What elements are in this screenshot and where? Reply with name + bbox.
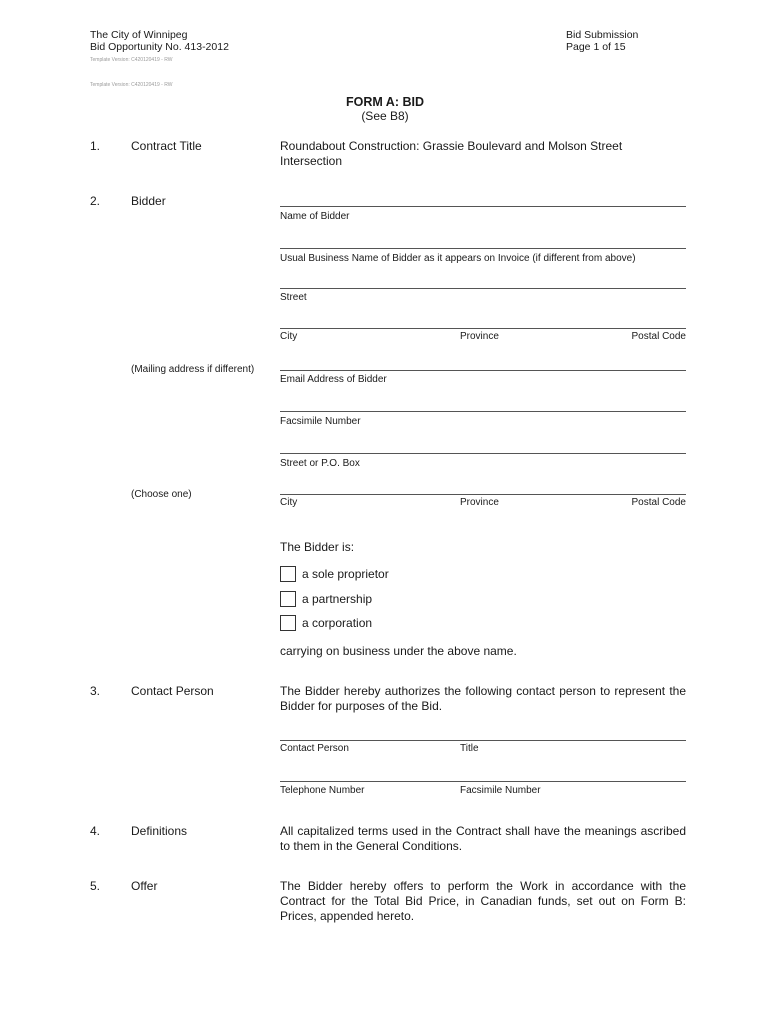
contact-person-text: The Bidder hereby authorizes the following contact person to represent the Bidder for purposes of the Bid. <box>280 684 686 713</box>
section-2-number: 2. <box>90 194 101 208</box>
template-version-1: Template Version: C420120419 - RW <box>90 57 173 63</box>
usual-name-line[interactable] <box>280 248 686 249</box>
section-2-label: Bidder <box>131 194 166 208</box>
mailing-address-note: (Mailing address if different) <box>131 364 255 375</box>
street-line[interactable] <box>280 288 686 289</box>
postal-code-caption: Postal Code <box>631 331 686 342</box>
section-1-label: Contract Title <box>131 139 202 153</box>
section-1-number: 1. <box>90 139 101 153</box>
usual-name-caption: Usual Business Name of Bidder as it appears on Invoice (if different from above) <box>280 253 636 264</box>
form-title: FORM A: BID <box>346 95 424 109</box>
template-version-2: Template Version: C420120419 - RW <box>90 82 173 88</box>
telephone-fax-line[interactable] <box>280 781 686 782</box>
section-3-label: Contact Person <box>131 684 214 698</box>
carrying-on-text: carrying on business under the above name. <box>280 644 517 658</box>
sole-proprietor-checkbox[interactable] <box>280 566 296 582</box>
section-4-label: Definitions <box>131 824 188 838</box>
header-page-number: Page 1 of 15 <box>566 41 626 53</box>
contact-fax-caption: Facsimile Number <box>460 785 541 796</box>
definitions-text: All capitalized terms used in the Contract shall have the meanings ascribed to them in the General Conditions. <box>280 824 686 853</box>
email-caption: Email Address of Bidder <box>280 374 387 385</box>
header-city: The City of Winnipeg <box>90 29 188 41</box>
contact-title-line[interactable] <box>280 740 686 741</box>
title-caption: Title <box>460 743 479 754</box>
contract-title-line2: Intersection <box>280 154 343 168</box>
fax-line[interactable] <box>280 411 686 412</box>
bidder-name-line[interactable] <box>280 206 686 207</box>
city-caption: City <box>280 331 298 342</box>
fax-caption: Facsimile Number <box>280 416 361 427</box>
street-po-line[interactable] <box>280 453 686 454</box>
section-5-number: 5. <box>90 879 101 893</box>
bidder-name-caption: Name of Bidder <box>280 211 350 222</box>
partnership-checkbox[interactable] <box>280 591 296 607</box>
street-caption: Street <box>280 292 307 303</box>
section-5-label: Offer <box>131 879 158 893</box>
city-province-postal-line[interactable] <box>280 328 686 329</box>
city-province-postal-line-2[interactable] <box>280 494 686 495</box>
section-3-number: 3. <box>90 684 101 698</box>
corporation-label: a corporation <box>302 616 373 630</box>
section-4-number: 4. <box>90 824 101 838</box>
postal-code-caption-2: Postal Code <box>631 497 686 508</box>
telephone-caption: Telephone Number <box>280 785 365 796</box>
choose-one-note: (Choose one) <box>131 489 192 500</box>
offer-text: The Bidder hereby offers to perform the Work in accordance with the Contract for the Total Bid Price, in Canadian funds, set out on Form B: Prices, appended hereto. <box>280 879 686 923</box>
email-line[interactable] <box>280 370 686 371</box>
sole-proprietor-label: a sole proprietor <box>302 567 389 581</box>
corporation-checkbox[interactable] <box>280 615 296 631</box>
contact-person-caption: Contact Person <box>280 743 349 754</box>
bidder-is-label: The Bidder is: <box>280 540 355 554</box>
header-bid-submission: Bid Submission <box>566 29 639 41</box>
province-caption-2: Province <box>460 497 499 508</box>
province-caption: Province <box>460 331 499 342</box>
city-caption-2: City <box>280 497 298 508</box>
contract-title-line1: Roundabout Construction: Grassie Boulevard and Molson Street <box>280 139 623 153</box>
street-po-caption: Street or P.O. Box <box>280 458 360 469</box>
partnership-label: a partnership <box>302 592 373 606</box>
form-subtitle: (See B8) <box>361 109 409 123</box>
header-bid-opportunity: Bid Opportunity No. 413-2012 <box>90 41 229 53</box>
